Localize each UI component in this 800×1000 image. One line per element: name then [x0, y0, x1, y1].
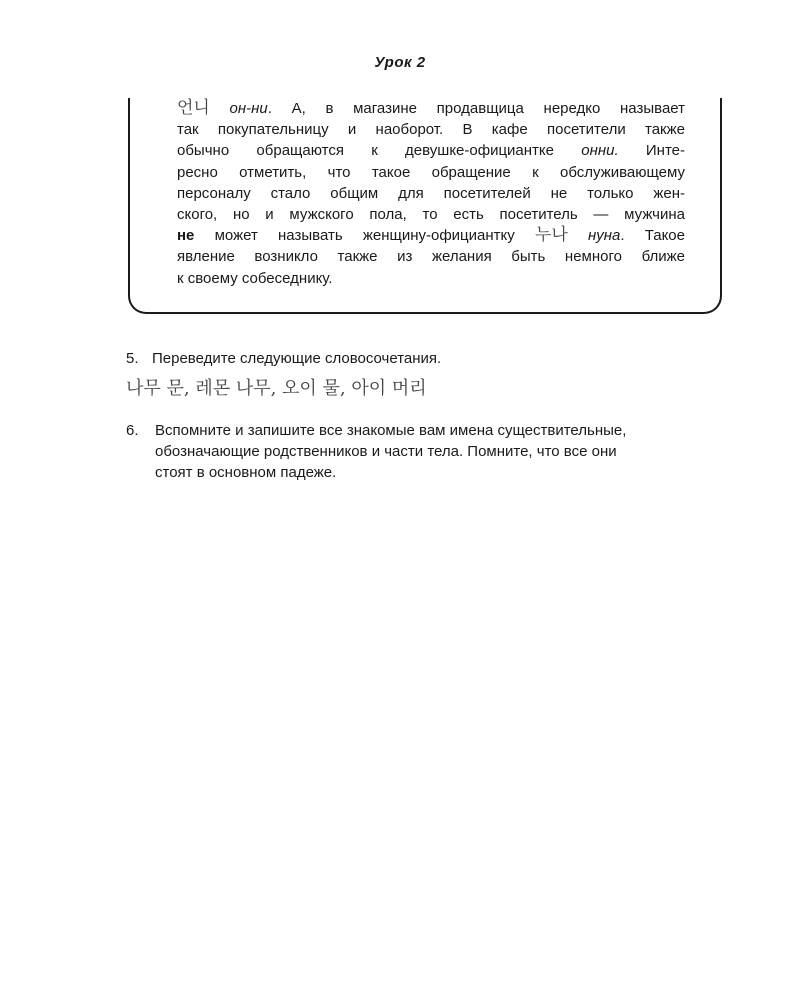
note-text — [177, 98, 685, 289]
note-text-segment: Инте- — [618, 142, 685, 160]
exercise-instruction — [155, 420, 723, 483]
note-line: ского, но и мужского пола, то есть посетитель — мужчина — [177, 206, 685, 224]
emphasis: не — [177, 227, 195, 245]
note-line — [177, 98, 685, 119]
note-line: явление возникло также из желания быть немного ближе — [177, 248, 685, 266]
instruction-line: Вспомните и запишите все знакомые вам имена существительные, — [155, 422, 627, 439]
exercise-number: 5. — [126, 350, 139, 367]
note-line — [177, 140, 685, 161]
note-text-segment: . А, в магазине продавщица нередко называет — [267, 100, 685, 117]
note-text-segment: обычно обращаются к девушке-официантке — [177, 142, 582, 160]
instruction-line: обозначающие родственников и части тела. Помните, что все они — [155, 443, 617, 460]
exercise-5 — [126, 348, 441, 369]
instruction-line: стоят в основном падеже. — [155, 464, 337, 481]
romanization: нуна — [588, 227, 621, 245]
page-header: Урок 2 — [374, 54, 426, 71]
romanization: он-ни — [229, 100, 268, 117]
note-line: персоналу стало общим для посетителей не только жен- — [177, 184, 685, 202]
note-line — [177, 225, 685, 246]
korean-word: 누나 — [534, 225, 568, 246]
exercise-5-phrases: 나무 문, 레몬 나무, 오이 물, 아이 머리 — [126, 378, 427, 399]
note-line: так покупательницу и наоборот. В кафе посетители также — [177, 121, 685, 139]
note-text-segment: . Такое — [620, 227, 685, 245]
exercise-instruction: Переведите следующие словосочетания. — [152, 350, 442, 367]
note-line: ресно отметить, что такое обращение к обслуживающему — [177, 163, 685, 181]
romanization: онни. — [581, 142, 619, 160]
exercise-number: 6. — [126, 422, 139, 439]
note-line: к своему собеседнику. — [177, 269, 333, 287]
korean-word: 언니 — [177, 98, 210, 118]
note-text-segment: может называть женщину-официантку — [194, 227, 535, 245]
